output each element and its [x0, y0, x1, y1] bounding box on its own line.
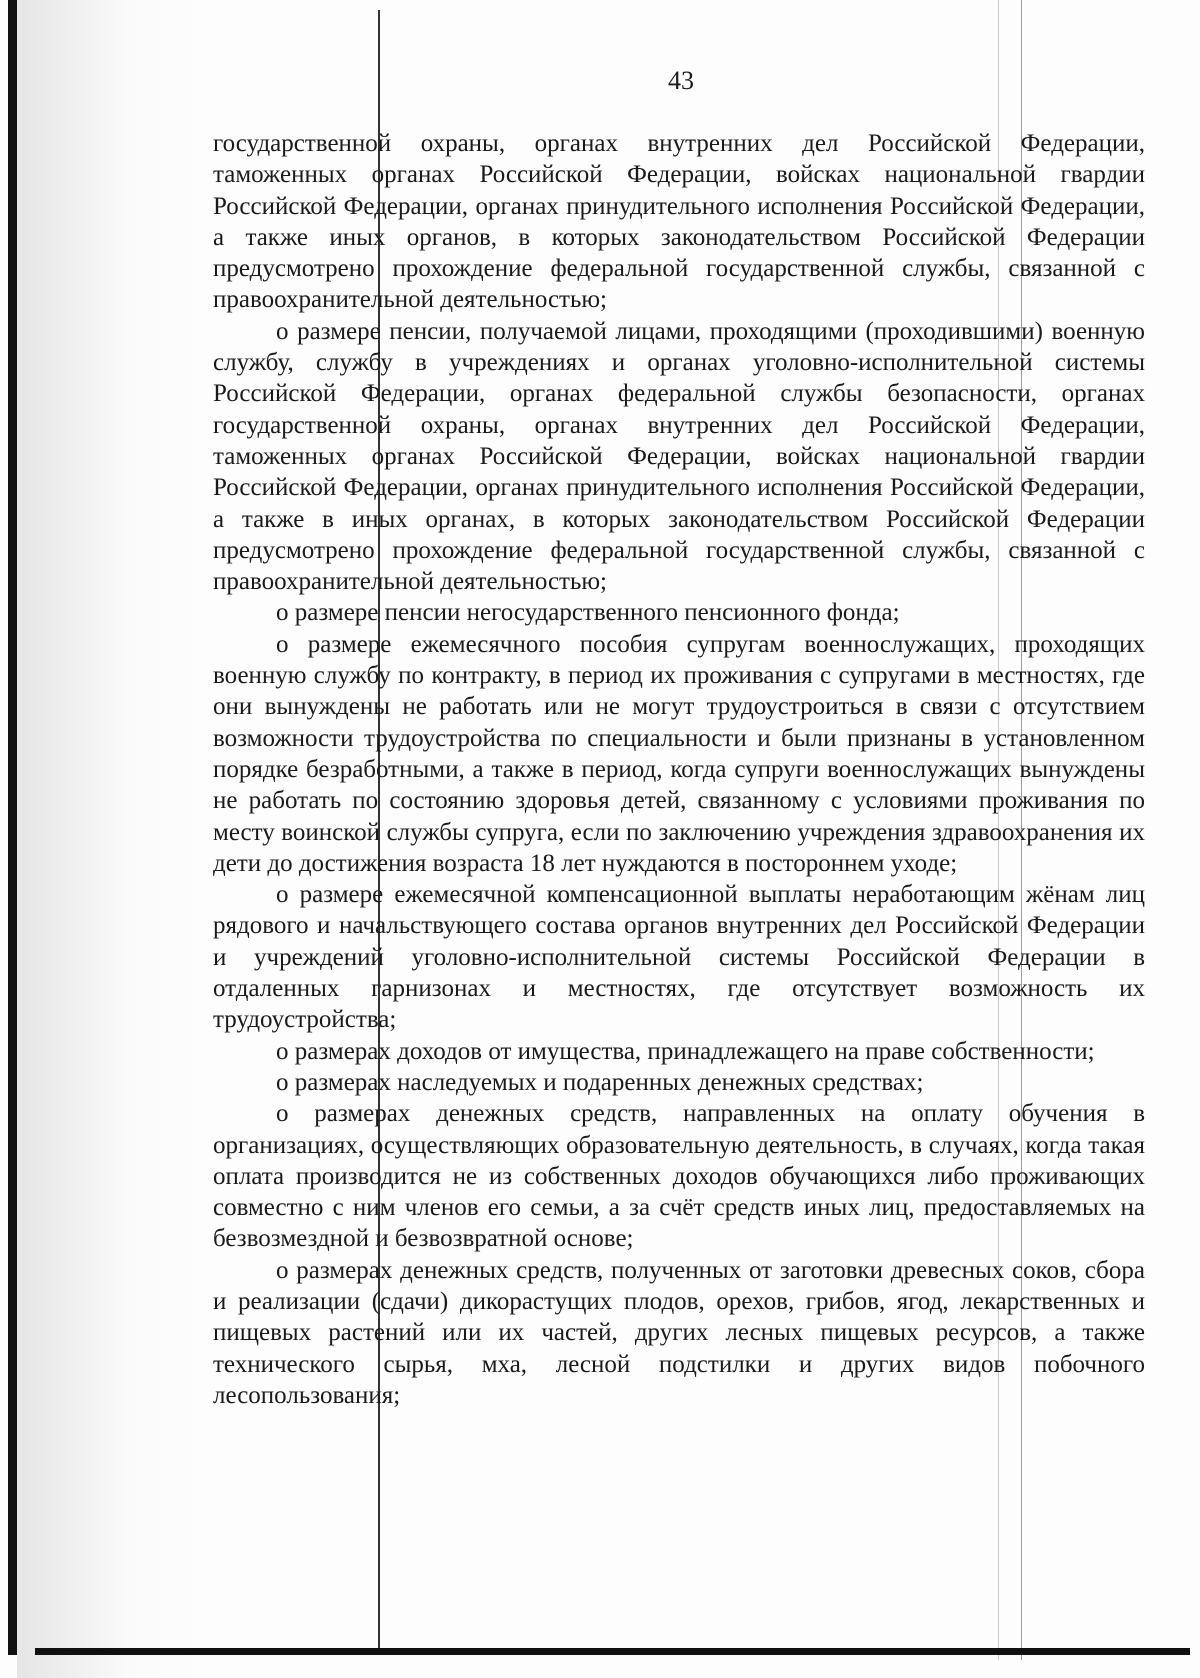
paragraph: о размере ежемесячной компенсационной выплаты неработающим жёнам лиц рядового и начальствующего состава органов внутренних дел Российской Федерации и учреждений уголовно-исполнительной системы Российской Федерации в отдаленных гарнизонах и местностях, где отсутствует возможность их трудоустройства; — [213, 881, 1145, 1034]
paragraph: о размерах денежных средств, направленных на оплату обучения в организациях, осуществляющих образовательную деятельность, в случаях, когда такая оплата производится не из собственных доходов обучающихся либо проживающих совместно с ним членов его семьи, а за счёт средств иных лиц, предоставляемых на безвозмездной и безвозвратной основе; — [213, 1100, 1145, 1253]
paragraph: о размере пенсии, получаемой лицами, проходящими (проходившими) военную службу, службу в учреждениях и органах уголовно-исполнительной системы Российской Федерации, органах федеральной службы безопасности, органах государственной охраны, органах внутренних дел Российской Федерации, таможенных органах Российской Федерации, войсках национальной гвардии Российской Федерации, органах принудительного исполнения Российской Федерации, а также в иных органах, в которых законодательством Российской Федерации предусмотрено прохождение федеральной государственной службы, связанной с правоохранительной деятельностью; — [213, 317, 1145, 596]
paragraph: о размерах наследуемых и подаренных денежных средствах; — [276, 1068, 924, 1096]
scan-shadow — [17, 0, 202, 1678]
paragraph: о размерах доходов от имущества, принадлежащего на праве собственности; — [276, 1037, 1095, 1065]
scan-bottom-edge — [35, 1648, 1190, 1655]
paragraph: о размерах денежных средств, полученных от заготовки древесных соков, сбора и реализации (сдачи) дикорастущих плодов, орехов, грибов, ягод, лекарственных и пищевых растений или их частей, других лесных пищевых ресурсов, а также технического сырья, мха, лесной подстилки и других видов побочного лесопользования; — [213, 1256, 1145, 1409]
page-number: 43 — [668, 66, 694, 95]
paragraph: государственной охраны, органах внутренних дел Российской Федерации, таможенных органах Российской Федерации, войсках национальной гвардии Российской Федерации, органах принудительного исполнения Российской Федерации, а также иных органов, в которых законодательством Российской Федерации предусмотрено прохождение федеральной государственной службы, связанной с правоохранительной деятельностью; — [213, 130, 1145, 314]
paragraph: о размере ежемесячного пособия супругам военнослужащих, проходящих военную службу по контракту, в период их проживания с супругами в местностях, где они вынуждены не работать или не могут трудоустроиться в связи с отсутствием возможности трудоустройства по специальности и были признаны в установленном порядке безработными, а также в период, когда супруги военнослужащих вынуждены не работать по состоянию здоровья детей, связанному с условиями проживания по месту воинской службы супруга, если по заключению учреждения здравоохранения их дети до достижения возраста 18 лет нуждаются в постороннем уходе; — [213, 630, 1145, 877]
document-body — [213, 128, 1145, 1411]
paragraph: о размере пенсии негосударственного пенсионного фонда; — [276, 599, 900, 627]
scan-left-edge — [8, 0, 17, 1655]
